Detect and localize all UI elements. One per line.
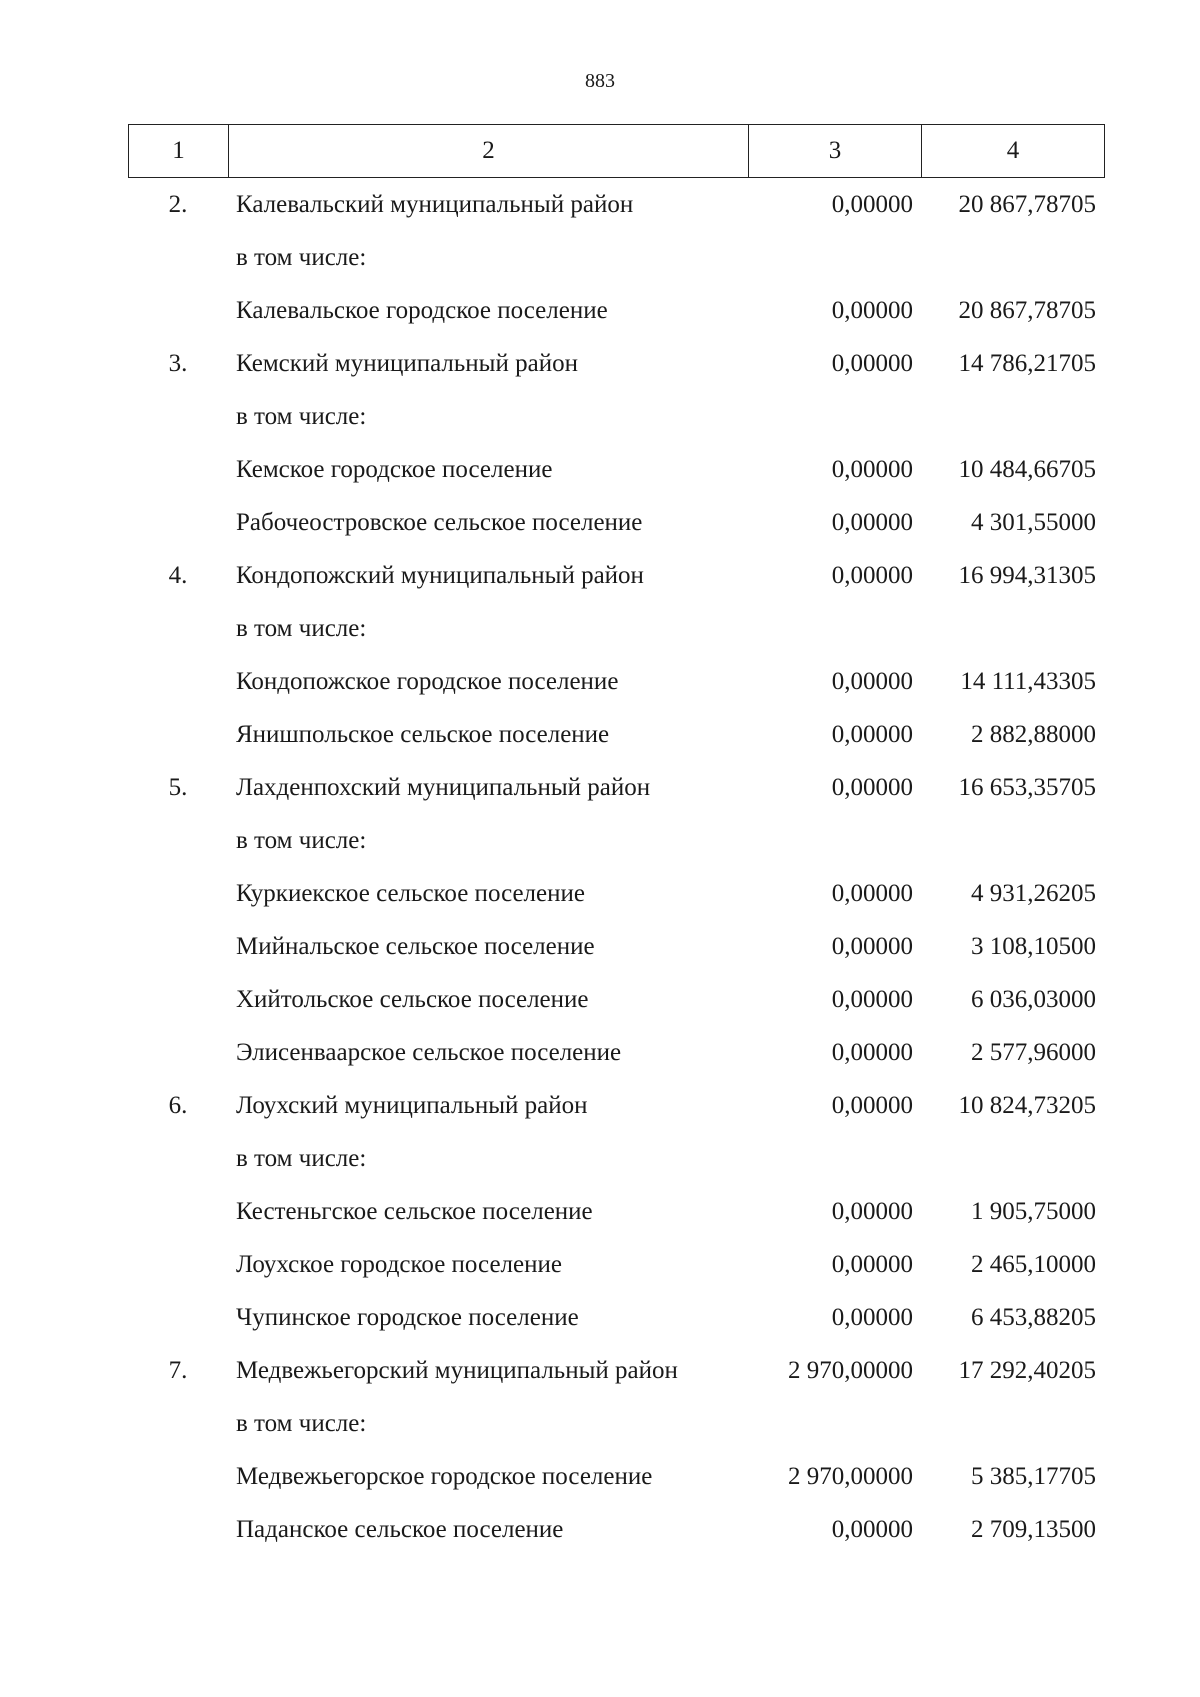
- row-number: 4.: [168, 561, 188, 589]
- row-value-col4: 3 108,10500: [971, 932, 1096, 960]
- table-row: [128, 867, 1104, 920]
- table-row: [128, 443, 1104, 496]
- row-value-col4: 1 905,75000: [971, 1197, 1096, 1225]
- header-cell-1: 1: [129, 125, 229, 178]
- table-row: [128, 1450, 1104, 1503]
- row-value-col4: 17 292,40205: [958, 1356, 1096, 1384]
- row-name: Кемский муниципальный район: [236, 349, 578, 377]
- row-name: Калевальский муниципальный район: [236, 190, 634, 218]
- table-row: [128, 602, 1104, 655]
- row-value-col3: 0,00000: [831, 1515, 913, 1543]
- table-row: [128, 1397, 1104, 1450]
- row-value-col4: [921, 390, 1104, 443]
- row-value-col3: 0,00000: [831, 349, 913, 377]
- row-value-col4: [921, 1132, 1104, 1185]
- row-number: [128, 708, 228, 761]
- table-row: [128, 337, 1104, 390]
- row-value-col3: 0,00000: [831, 932, 913, 960]
- row-name: Кондопожское городское поселение: [236, 667, 619, 695]
- row-value-col4: 2 577,96000: [971, 1038, 1096, 1066]
- row-value-col3: 0,00000: [831, 561, 913, 589]
- row-number: [128, 496, 228, 549]
- page-number: 883: [585, 70, 615, 92]
- row-number: [128, 1132, 228, 1185]
- row-name: Паданское сельское поселение: [236, 1515, 564, 1543]
- row-value-col3: 0,00000: [831, 720, 913, 748]
- row-number: 7.: [168, 1356, 188, 1384]
- row-value-col4: 4 301,55000: [971, 508, 1096, 536]
- row-number: [128, 920, 228, 973]
- row-name: Калевальское городское поселение: [236, 296, 608, 324]
- row-name: Элисенваарское сельское поселение: [236, 1038, 622, 1066]
- table-row: [128, 390, 1104, 443]
- row-value-col4: 20 867,78705: [958, 190, 1096, 218]
- row-value-col4: 20 867,78705: [958, 296, 1096, 324]
- row-value-col4: 6 453,88205: [971, 1303, 1096, 1331]
- row-number: [128, 655, 228, 708]
- row-name: в том числе:: [236, 826, 367, 854]
- row-value-col3: [748, 602, 921, 655]
- row-number: [128, 1291, 228, 1344]
- table-row: [128, 1026, 1104, 1079]
- row-value-col3: 0,00000: [831, 1197, 913, 1225]
- row-name: Мийнальское сельское поселение: [236, 932, 595, 960]
- table-row: [128, 761, 1104, 814]
- row-number: [128, 1185, 228, 1238]
- row-number: [128, 814, 228, 867]
- row-value-col4: 14 786,21705: [958, 349, 1096, 377]
- row-name: Куркиекское сельское поселение: [236, 879, 585, 907]
- row-number: [128, 284, 228, 337]
- row-value-col4: 4 931,26205: [971, 879, 1096, 907]
- row-number: 5.: [168, 773, 188, 801]
- row-value-col4: 2 465,10000: [971, 1250, 1096, 1278]
- row-value-col3: [748, 390, 921, 443]
- row-value-col3: 0,00000: [831, 1303, 913, 1331]
- row-value-col3: 0,00000: [831, 455, 913, 483]
- row-number: [128, 1238, 228, 1291]
- row-value-col4: 14 111,43305: [960, 667, 1096, 695]
- table-row: [128, 920, 1104, 973]
- row-name: Хийтольское сельское поселение: [236, 985, 589, 1013]
- row-value-col3: 0,00000: [831, 1250, 913, 1278]
- row-value-col4: 2 709,13500: [971, 1515, 1096, 1543]
- row-name: Медвежьегорский муниципальный район: [236, 1356, 678, 1384]
- table-row: [128, 1132, 1104, 1185]
- row-value-col3: 0,00000: [831, 190, 913, 218]
- table-row: [128, 1185, 1104, 1238]
- row-value-col3: 0,00000: [831, 296, 913, 324]
- header-cell-4: 4: [922, 125, 1105, 178]
- row-value-col3: 2 970,00000: [788, 1462, 913, 1490]
- header-row: [129, 125, 1105, 178]
- row-value-col4: 2 882,88000: [971, 720, 1096, 748]
- header-cell-3: 3: [749, 125, 922, 178]
- row-number: [128, 231, 228, 284]
- row-number: [128, 443, 228, 496]
- table-row: [128, 231, 1104, 284]
- row-value-col4: 16 994,31305: [958, 561, 1096, 589]
- table-row: [128, 708, 1104, 761]
- table-row: [128, 973, 1104, 1026]
- row-name: Кемское городское поселение: [236, 455, 553, 483]
- row-name: Лахденпохский муниципальный район: [236, 773, 651, 801]
- row-name: в том числе:: [236, 614, 367, 642]
- row-name: Кондопожский муниципальный район: [236, 561, 644, 589]
- row-number: [128, 390, 228, 443]
- row-name: Рабочеостровское сельское поселение: [236, 508, 643, 536]
- row-number: 2.: [168, 190, 188, 218]
- row-value-col4: [921, 1397, 1104, 1450]
- header-cell-2: 2: [229, 125, 749, 178]
- row-name: в том числе:: [236, 243, 367, 271]
- row-value-col4: [921, 814, 1104, 867]
- row-number: 3.: [168, 349, 188, 377]
- row-value-col4: 5 385,17705: [971, 1462, 1096, 1490]
- row-value-col3: [748, 1132, 921, 1185]
- row-number: 6.: [168, 1091, 188, 1119]
- row-value-col4: 10 484,66705: [958, 455, 1096, 483]
- row-name: в том числе:: [236, 1409, 367, 1437]
- table-row: [128, 814, 1104, 867]
- row-value-col3: [748, 814, 921, 867]
- row-value-col4: [921, 231, 1104, 284]
- table-row: [128, 655, 1104, 708]
- row-name: в том числе:: [236, 1144, 367, 1172]
- data-table: [128, 178, 1104, 1556]
- row-value-col3: 0,00000: [831, 985, 913, 1013]
- row-value-col4: [921, 602, 1104, 655]
- row-value-col4: 6 036,03000: [971, 985, 1096, 1013]
- row-name: Кестеньгское сельское поселение: [236, 1197, 593, 1225]
- table-header: [128, 124, 1105, 178]
- row-number: [128, 1503, 228, 1556]
- row-value-col3: 0,00000: [831, 1038, 913, 1066]
- table-row: [128, 178, 1104, 231]
- row-value-col3: 0,00000: [831, 508, 913, 536]
- row-value-col3: 2 970,00000: [788, 1356, 913, 1384]
- table-row: [128, 284, 1104, 337]
- row-value-col4: 10 824,73205: [958, 1091, 1096, 1119]
- row-name: Медвежьегорское городское поселение: [236, 1462, 653, 1490]
- table-row: [128, 1079, 1104, 1132]
- row-name: Лоухский муниципальный район: [236, 1091, 588, 1119]
- table-row: [128, 1344, 1104, 1397]
- row-number: [128, 1450, 228, 1503]
- row-value-col3: 0,00000: [831, 773, 913, 801]
- table-row: [128, 1291, 1104, 1344]
- row-name: Лоухское городское поселение: [236, 1250, 562, 1278]
- table-row: [128, 1238, 1104, 1291]
- row-name: Чупинское городское поселение: [236, 1303, 579, 1331]
- table-body: [128, 178, 1104, 1556]
- row-value-col3: 0,00000: [831, 1091, 913, 1119]
- row-number: [128, 1397, 228, 1450]
- table-row: [128, 496, 1104, 549]
- row-number: [128, 1026, 228, 1079]
- table-row: [128, 549, 1104, 602]
- row-name: в том числе:: [236, 402, 367, 430]
- row-value-col3: 0,00000: [831, 879, 913, 907]
- row-number: [128, 867, 228, 920]
- row-value-col3: [748, 231, 921, 284]
- row-name: Янишпольское сельское поселение: [236, 720, 610, 748]
- table-row: [128, 1503, 1104, 1556]
- row-number: [128, 973, 228, 1026]
- row-number: [128, 602, 228, 655]
- row-value-col4: 16 653,35705: [958, 773, 1096, 801]
- row-value-col3: [748, 1397, 921, 1450]
- row-value-col3: 0,00000: [831, 667, 913, 695]
